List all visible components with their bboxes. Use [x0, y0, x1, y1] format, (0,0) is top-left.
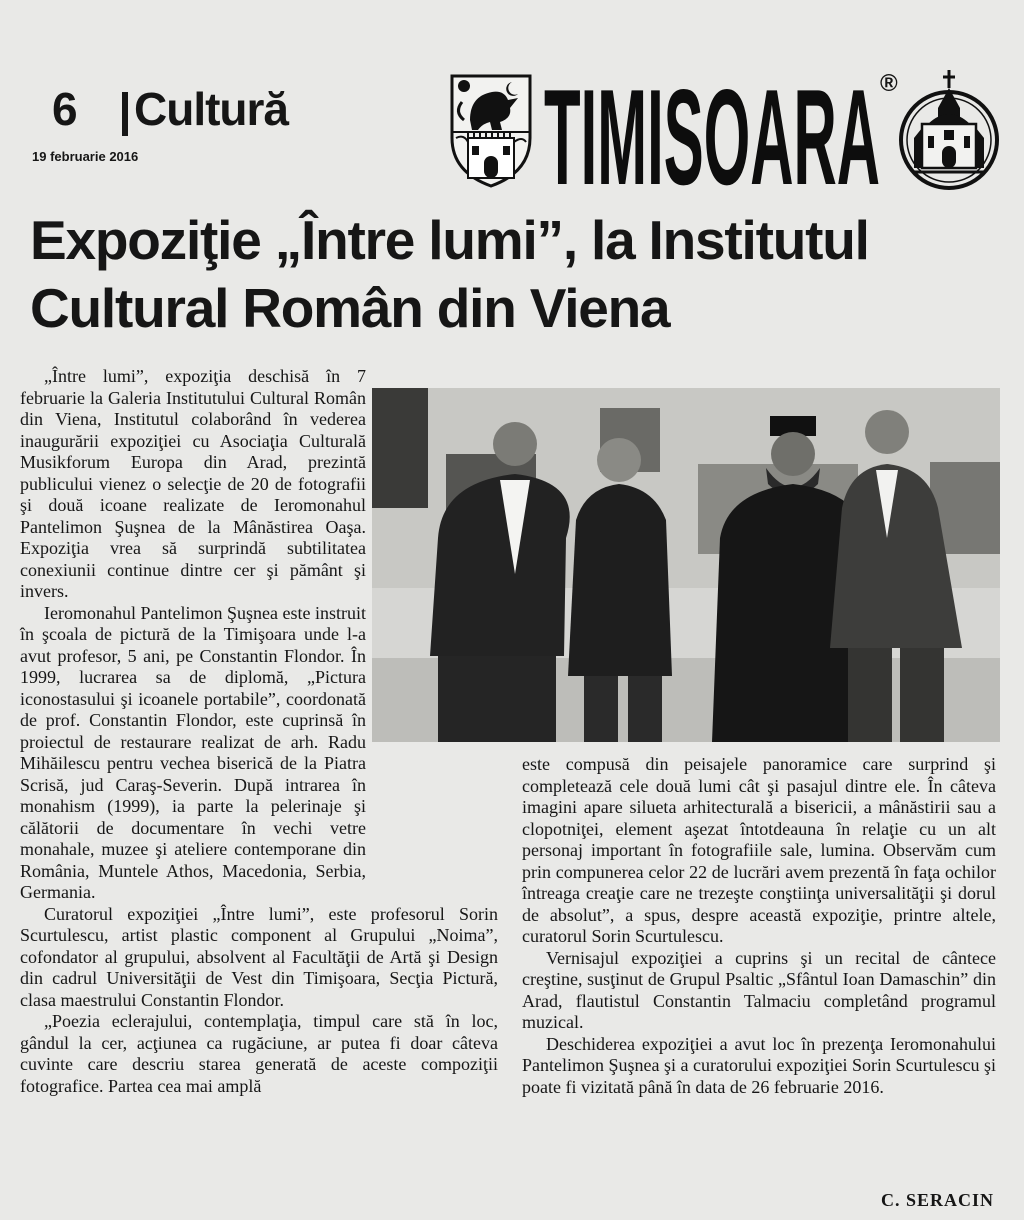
section-divider — [122, 92, 128, 136]
article-paragraph: Curatorul expoziţiei „Între lumi”, este profesorul Sorin Scurtulescu, artist plastic component al Grupului „Noima”, cofondator al grupului, absolvent al Facultăţii de Artă şi Design din cadrul Universităţii de Vest din Timişoara, Secţia Pictură, clasa maestrului Constantin Flondor. — [20, 903, 498, 1010]
newspaper-masthead-logo — [540, 56, 912, 194]
article-column-left — [20, 366, 498, 1097]
registered-trademark: ® — [880, 70, 898, 97]
issue-date: 19 februarie 2016 — [32, 149, 139, 164]
article-author: C. SERACIN — [880, 1190, 994, 1210]
article-paragraph: Ieromonahul Pantelimon Şuşnea este instruit în şcoala de pictură de la Timişoara unde l-a avut profesor, 5 ani, pe Constantin Flondor. În 1999, lucrarea sa de diplomă, „Pictura iconostasului şi icoanele portabile”, coordonată de prof. Constantin Flondor, este cuprinsă în proiectul de restaurare realizat de arh. Radu Mihăilescu pentru vechea biserică de la Piatra Scrisă, jud Caraş-Severin. După intrarea în monahism (1999), ia parte la pelerinaje şi călătorii de documentare în vechi vetre monahale, muzee şi ateliere contemporane din România, Muntele Athos, Macedonia, Serbia, Germania. — [20, 602, 366, 902]
article-paragraph: „Poezia eclerajului, contemplaţia, timpul care stă în loc, gândul la cer, acţiunea ca rugăciune, ar putea fi doar câteva cuvinte care descriu starea generată de aceste compoziţii fotografice. Partea cea mai amplă — [20, 1011, 498, 1096]
article-paragraph: Deschiderea expoziţiei a avut loc în prezenţa Ieromonahului Pantelimon Şuşnea şi a curatorului expoziţiei Sorin Scurtulescu şi poate fi vizitată până în data de 26 februarie 2016. — [522, 1033, 996, 1097]
page-number: 6 — [52, 83, 78, 135]
article-paragraph: este compusă din peisajele panoramice care surprind şi completează cele două lumi cât şi pasajul dintre ele. În câteva imagini apare silueta arhitecturală a bisericii, a mânăstirii sau a clopotniţei, element aşezat întotdeauna în relaţie cu un alt personaj important în fotografiile sale, lumina. Observăm cum prin compunerea celor 22 de lucrări avem prezentă în faţa ochilor întreaga creaţie care ne trezeşte conştiinţa universalităţii şi dorul de absolut”, a spus, despre această expoziţie, printre altele, curatorul Sorin Scurtulescu. — [522, 754, 996, 946]
cathedral-emblem-icon — [898, 68, 1000, 192]
svg-text:TIMISOARA: TIMISOARA — [544, 61, 880, 194]
article-paragraph: „Între lumi”, expoziţia deschisă în 7 februarie la Galeria Institutului Cultural Român din Viena, Institutul colaborând în vederea inaugurării expoziţiei cu Asociaţia Culturală Musikforum Europa din Arad, prezintă publicului vienez o selecţie de 20 de fotografii şi două icoane realizate de Ieromonahul Pantelimon Şuşnea de la Mânăstirea Oaşa. Expoziţia vrea să surprindă subtilitatea conexiunii continue dintre cer şi pământ şi invers. — [20, 366, 366, 601]
article-paragraph: Vernisajul expoziţiei a cuprins şi un recital de cântece creştine, susţinut de Grupul Psaltic „Sfântul Ioan Damaschin” din Arad, flautistul Constantin Talmaciu completând programul muzical. — [522, 947, 996, 1032]
article-column-right — [522, 754, 996, 1098]
article-headline: Expoziţie „Între lumi”, la Institutul Cultural Român din Viena — [30, 209, 869, 339]
section-title: Cultură — [134, 83, 288, 135]
city-coat-of-arms-icon — [448, 72, 534, 190]
